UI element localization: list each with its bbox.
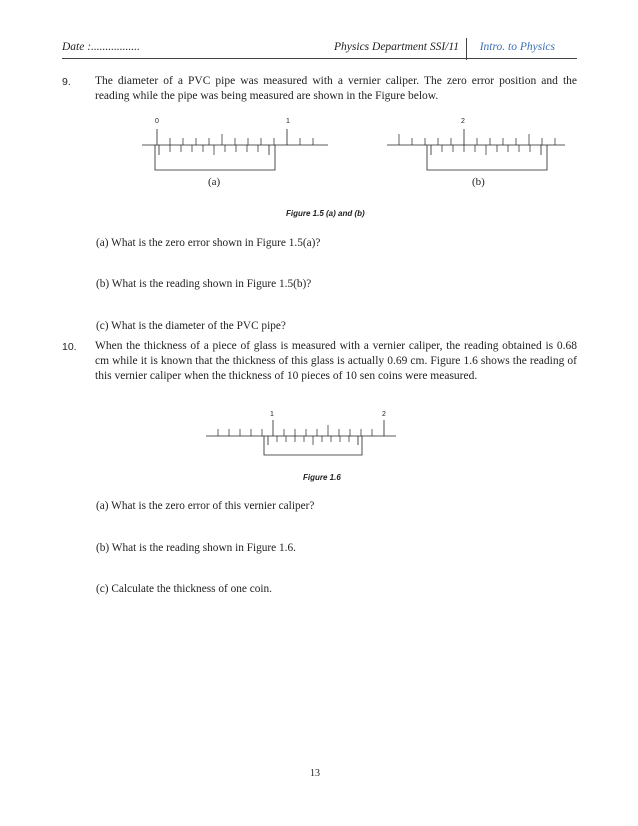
question-9c: (c) What is the diameter of the PVC pipe? [96,320,286,332]
fig-6-main-scale-ticks [218,420,384,436]
question-9-number: 9. [62,76,71,88]
question-10c: (c) Calculate the thickness of one coin. [96,583,272,595]
fig-6-vernier-scale-ticks [268,436,358,445]
fig-b-num: 2 [461,118,465,125]
fig-a-vernier-scale-ticks [159,145,269,155]
fig-b-label: (b) [472,176,485,188]
question-9a: (a) What is the zero error shown in Figure 1.5(a)? [96,237,321,249]
question-9b: (b) What is the reading shown in Figure 1.5(b)? [96,278,312,290]
fig-a-label: (a) [208,176,221,188]
question-10a: (a) What is the zero error of this vernier caliper? [96,500,315,512]
question-10b: (b) What is the reading shown in Figure 1.6. [96,542,296,554]
header-department: Physics Department SSI/11 [334,41,459,53]
vernier-figure-1-5a [140,112,340,192]
fig-b-main-scale-ticks [399,129,555,145]
vernier-figure-1-6 [200,405,410,465]
fig-6-num-left: 1 [270,411,274,418]
header-course: Intro. to Physics [479,41,555,53]
header-date: Date :................. [62,41,140,53]
page-header [62,38,577,59]
question-10-text: When the thickness of a piece of glass is measured with a vernier caliper, the reading obtained is 0.68 cm while it is known that the thickness of this glass is actually 0.69 cm. Figure 1.6 shows the reading of this vernier caliper when the thickness of 10 pieces of 10 sen coins were measured. [95,340,577,382]
fig-a-main-scale-ticks [157,129,313,145]
header-separator [466,38,467,60]
page-number: 13 [310,768,320,779]
fig-6-num-right: 2 [382,411,386,418]
fig-a-num-right: 1 [286,118,290,125]
figure-1-5-caption: Figure 1.5 (a) and (b) [286,209,365,218]
question-10-number: 10. [62,341,77,353]
fig-a-num-left: 0 [155,118,159,125]
figure-1-6-caption: Figure 1.6 [303,473,341,482]
fig-b-vernier-scale-ticks [431,145,541,155]
question-9-text: The diameter of a PVC pipe was measured with a vernier caliper. The zero error position and the reading while the pipe was being measured are shown in the Figure below. [95,75,577,102]
